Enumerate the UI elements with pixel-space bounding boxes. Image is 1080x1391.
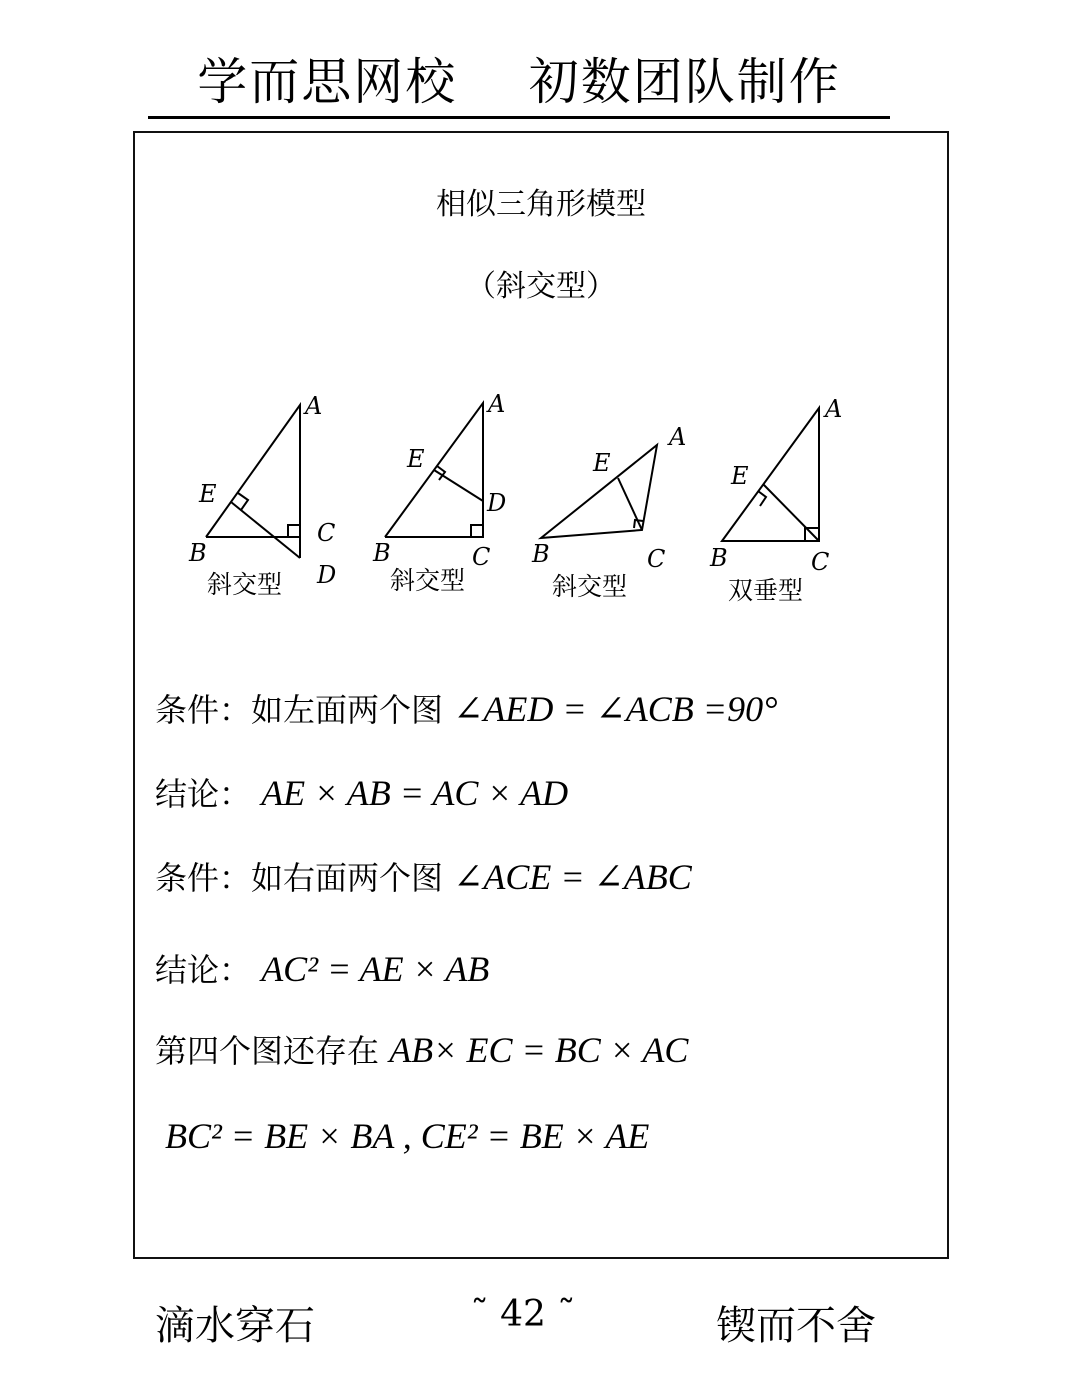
page-header [148,30,890,120]
condition-formula-2: ∠ACE = ∠ABC [453,857,692,897]
condition-formula-1: ∠AED = ∠ACB =90° [453,689,778,729]
content-box [133,131,949,1259]
fig1-label-e: E [199,480,217,508]
fig2-caption: 斜交型 [390,566,466,595]
conclusion-formula-1: AE × AB = AC × AD [261,773,569,813]
figures-svg [175,388,895,618]
fig4-label-b: B [710,544,728,572]
fig1-label-c: C [317,519,336,547]
figure-1 [188,392,336,599]
fig2-label-e: E [407,445,425,473]
fig2-label-d: D [487,489,507,517]
fig4-caption: 双垂型 [728,576,804,605]
extra-label-1: 第四个图还存在 [155,1032,380,1070]
conclusion-line-2 [155,945,489,991]
fig3-caption: 斜交型 [552,572,628,601]
fig3-label-e: E [593,449,611,477]
figure-4 [709,395,842,605]
header-rule [148,116,890,119]
fig1-label-d: D [317,561,337,589]
figure-3 [531,423,686,601]
conclusion-label-1: 结论： [155,775,252,813]
figure-2 [372,390,506,595]
conclusion-line-1 [155,769,568,815]
fig2-label-b: B [373,539,391,567]
fig4-label-a: A [825,395,843,423]
header-title: 学而思网校 初数团队制作 [197,53,841,111]
conclusion-label-2: 结论： [155,951,252,989]
fig1-label-a: A [305,392,323,420]
section-title: 相似三角形模型 [436,187,646,222]
footer-right-text: 锲而不舍 [716,1303,876,1349]
fig2-label-a: A [488,390,506,418]
triangle-figures [175,388,895,618]
fig1-caption: 斜交型 [207,570,283,599]
fig3-label-a: A [669,423,687,451]
section-subtitle: （斜交型） [466,269,616,304]
conclusion-formula-2: AC² = AE × AB [261,949,490,989]
footer-left-text: 滴水穿石 [155,1303,315,1349]
condition-label-1: 条件：如左面两个图 [155,691,444,729]
condition-label-2: 条件：如右面两个图 [155,859,444,897]
extra-formula-1: AB× EC = BC × AC [389,1030,689,1070]
extra-line-2 [165,1115,649,1157]
extra-line-1 [155,1026,688,1072]
fig3-label-b: B [532,540,550,568]
fig4-label-e: E [731,462,749,490]
fig3-label-c: C [647,545,666,573]
condition-line-1 [155,685,777,731]
page-number: ˜ 42 ˜ [470,1294,576,1335]
fig1-label-b: B [189,539,207,567]
condition-line-2 [155,853,692,899]
fig4-label-c: C [811,548,830,576]
extra-formula-2: BC² = BE × BA , CE² = BE × AE [165,1116,650,1156]
fig2-label-c: C [472,543,491,571]
